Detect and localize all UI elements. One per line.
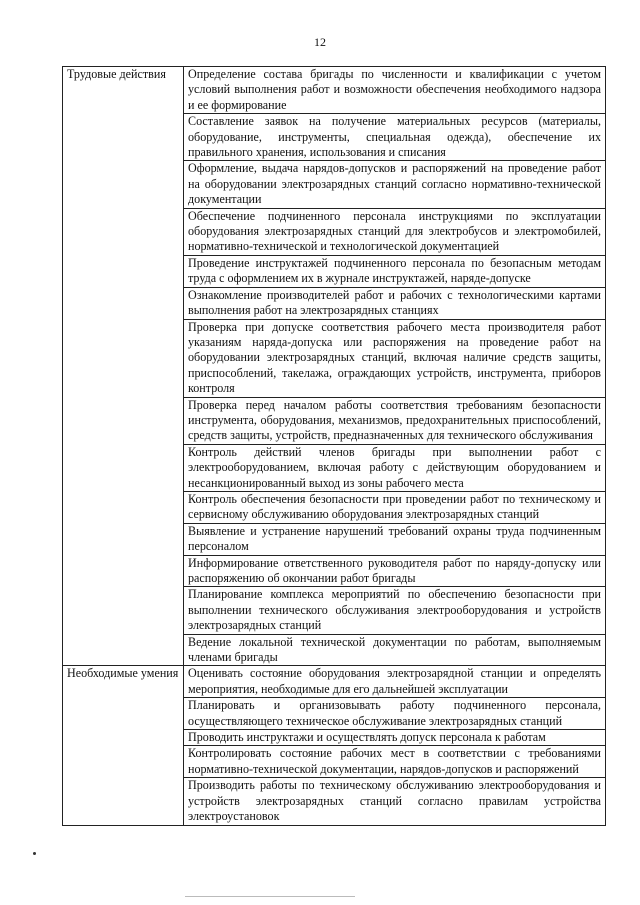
competency-table-body	[63, 67, 606, 826]
section-title-cell: Трудовые действия	[63, 67, 184, 666]
item-cell: Обеспечение подчиненного персонала инструкциями по эксплуатации оборудования электрозарядных станций для электробусов и электромобилей, нормативно-технической и технологической документацией	[184, 208, 606, 255]
item-cell: Производить работы по техническому обслуживанию электрооборудования и устройств электрозарядных станций согласно правилам устройства электроустановок	[184, 778, 606, 825]
item-cell: Выявление и устранение нарушений требований охраны труда подчиненным персоналом	[184, 523, 606, 555]
bottom-scan-line	[185, 896, 355, 897]
item-cell: Оценивать состояние оборудования электрозарядной станции и определять мероприятия, необходимые для его дальнейшей эксплуатации	[184, 666, 606, 698]
item-cell: Проверка перед началом работы соответствия требованиям безопасности инструмента, оборудования, механизмов, предохранительных приспособлений, средств защиты, устройств, предназначенных для технического обслуживания	[184, 397, 606, 444]
item-cell: Информирование ответственного руководителя работ по наряду-допуску или распоряжению об окончании работ бригады	[184, 555, 606, 587]
item-cell: Проводить инструктажи и осуществлять допуск персонала к работам	[184, 730, 606, 746]
item-cell: Контроль действий членов бригады при выполнении работ с электрооборудованием, включая работу с действующим оборудованием и несанкционированный выход из зоны рабочего места	[184, 444, 606, 491]
item-cell: Планировать и организовывать работу подчиненного персонала, осуществляющего техническое обслуживание электрозарядных станций	[184, 698, 606, 730]
item-cell: Проведение инструктажей подчиненного персонала по безопасным методам труда с оформлением их в журнале инструктажей, наряде-допуске	[184, 255, 606, 287]
section-title-cell: Необходимые умения	[63, 666, 184, 825]
table-row	[63, 67, 606, 114]
competency-table	[62, 66, 606, 826]
item-cell: Контролировать состояние рабочих мест в соответствии с требованиями нормативно-технической документации, нарядов-допусков и распоряжений	[184, 746, 606, 778]
scan-dot-mark	[33, 852, 36, 855]
table-row	[63, 666, 606, 698]
item-cell: Определение состава бригады по численности и квалификации с учетом условий выполнения работ и возможности обеспечения необходимого надзора и ее формирование	[184, 67, 606, 114]
item-cell: Оформление, выдача нарядов-допусков и распоряжений на проведение работ на оборудовании электрозарядных станций согласно нормативно-технической документации	[184, 161, 606, 208]
item-cell: Составление заявок на получение материальных ресурсов (материалы, оборудование, инструменты, специальная одежда), обеспечение их правильного хранения, использования и списания	[184, 114, 606, 161]
item-cell: Проверка при допуске соответствия рабочего места производителя работ указаниям наряда-допуска или распоряжения на проведение работ на оборудовании электрозарядных станций, включая наличие средств защиты, приспособлений, такелажа, ограждающих устройств, инструмента, приборов контроля	[184, 319, 606, 397]
page-number: 12	[314, 35, 326, 49]
item-cell: Контроль обеспечения безопасности при проведении работ по техническому и сервисному обслуживанию оборудования электрозарядных станций	[184, 491, 606, 523]
item-cell: Ознакомление производителей работ и рабочих с технологическими картами выполнения работ на электрозарядных станциях	[184, 287, 606, 319]
item-cell: Планирование комплекса мероприятий по обеспечению безопасности при выполнении технического обслуживания электрооборудования и устройств электрозарядных станций	[184, 587, 606, 634]
item-cell: Ведение локальной технической документации по работам, выполняемым членами бригады	[184, 634, 606, 666]
